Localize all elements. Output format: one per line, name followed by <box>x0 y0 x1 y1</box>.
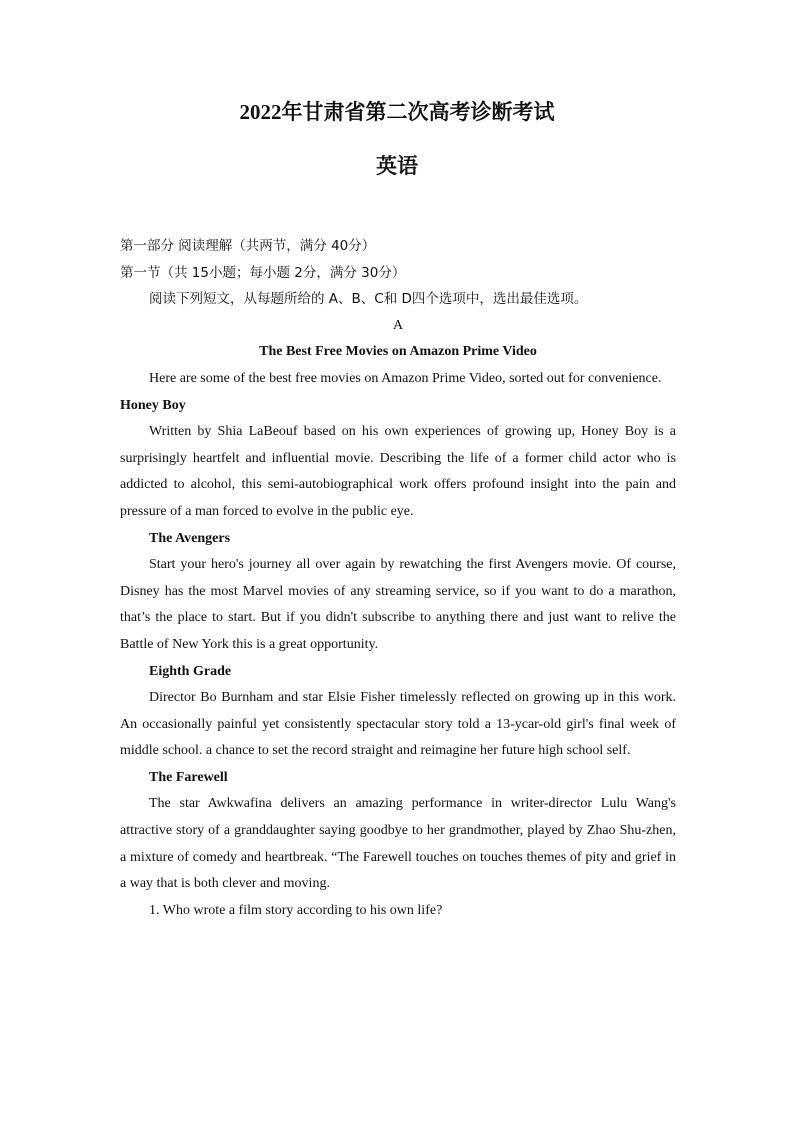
movie-heading-avengers: The Avengers <box>149 530 231 546</box>
movie-heading-farewell: The Farewell <box>149 769 228 785</box>
instructions: 阅读下列短文，从每题所给的 A、B、C和 D四个选项中，选出最佳选项。 <box>149 291 588 308</box>
passage-intro: Here are some of the best free movies on Amazon Prime Video, sorted out for convenience. <box>149 370 662 386</box>
part-heading: 第一部分 阅读理解（共两节，满分 40分） <box>120 238 376 254</box>
movie-heading-eighth-grade: Eighth Grade <box>149 663 232 679</box>
subject-title: 英语 <box>376 154 418 178</box>
movie-heading-honey-boy: Honey Boy <box>120 397 186 413</box>
movie-text-avengers: Start your hero's journey all over again by rewatching the first Avengers movie. Of course, Disney has the most Marvel movies of any streaming service, so if you want to do a marathon, that’s the place to start. But if you didn't subscribe to anything there and just want to relive the Battle of New York this is a great opportunity. <box>120 557 676 652</box>
exam-body <box>120 233 676 924</box>
question-1: 1. Who wrote a film story according to his own life? <box>149 902 443 918</box>
passage-letter: A <box>392 317 404 333</box>
passage-title: The Best Free Movies on Amazon Prime Video <box>259 344 537 360</box>
movie-text-eighth-grade: Director Bo Burnham and star Elsie Fisher timelessly reflected on growing up in this work. An occasionally painful yet consistently spectacular story told a 13-ycar-old girl's final week of middle school. a chance to set the record straight and reimagine her future high school self. <box>120 690 676 759</box>
section-heading: 第一节（共 15小题；每小题 2分，满分 30分） <box>120 264 406 281</box>
movie-text-farewell: The star Awkwafina delivers an amazing performance in writer-director Lulu Wang's attractive story of a granddaughter saying goodbye to her grandmother, played by Zhao Shu-zhen, a mixture of comedy and heartbreak. “The Farewell touches on touches themes of pity and grief in a way that is both clever and moving. <box>120 796 676 892</box>
movie-text-honey-boy: Written by Shia LaBeouf based on his own experiences of growing up, Honey Boy is a surprisingly heartfelt and influential movie. Describing the life of a former child actor who is addicted to alcohol, this semi-autobiographical work offers profound insight into the pain and pressure of a man forced to evolve in the public eye. <box>120 424 676 519</box>
exam-title: 2022年甘肃省第二次高考诊断考试 <box>239 100 555 124</box>
